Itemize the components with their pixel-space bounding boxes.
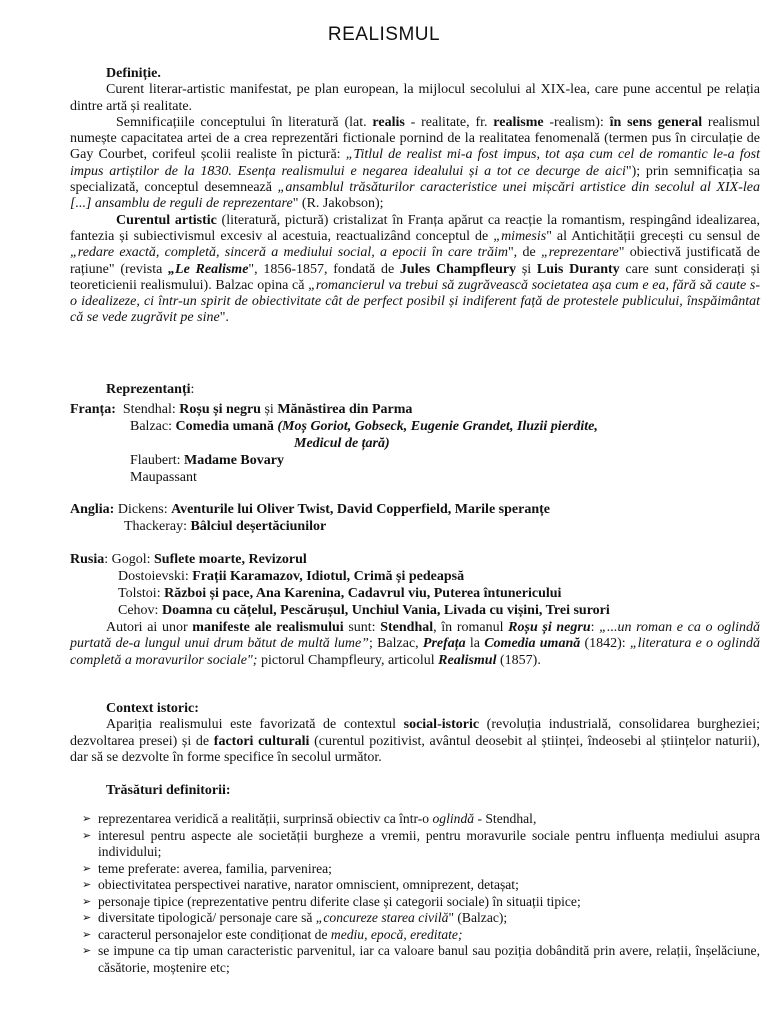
france-balzac-row-cont: Medicul de țară): [294, 436, 390, 451]
england-dickens-row: Anglia: Dickens: Aventurile lui Oliver Twist, David Copperfield, Marile speranțe: [70, 502, 550, 517]
arrow-bullet-icon: ➢: [82, 894, 92, 908]
semantics-paragraph: Semnificațiile conceptului în literatură (lat. realis - realitate, fr. realisme -realism): în sens general realismul numește capacitatea artei de a crea reprezentări fictionale pornind de la realitatea fenomenală (termen pus în circulație de Gay Courbet, corifeul școlii realiste în pictură: „Titlul de realist mi-a fost impus, tot așa cum cel de romantic le-a fost impus artiștilor de la 1830. Esența realismului e negarea idealului și a tot ce decurge de aici"); prin semnificația sa specializată, conceptul desemnează „ansamblul trăsăturilor caracteristice unei mișcări artistice din secolul al XIX-lea [...] ansamblu de reguli de reprezentare" (R. Jakobson);: [70, 114, 761, 212]
historical-context-paragraph: Apariția realismului este favorizată de contextul social-istoric (revoluția industrială, consolidarea burgheziei; dezvoltarea presei) și de factori culturali (curentul pozitivist, avântul deosebit al științei, îndeosebi al științelor naturii), dar să se dezvolte în forme specifice în secolul următor.: [70, 717, 761, 765]
list-item: ➢ diversitate tipologică/ personaje care să „concureze starea civilă" (Balzac);: [82, 910, 508, 926]
page-title: REALISMUL: [327, 24, 441, 45]
russia-tolstoi-row: Tolstoi: Război și pace, Ana Karenina, Cadavrul viu, Puterea întunericului: [118, 586, 562, 601]
russia-dostoievski-row: Dostoievski: Frații Karamazov, Idiotul, Crimă și pedeapsă: [118, 569, 465, 584]
list-item: ➢ se impune ca tip uman caracteristic parvenitul, iar ca valoare banul sau poziția dobândită prin avere, relații, înșelăciune, căsătorie, moștenire etc;: [82, 943, 760, 975]
list-item: ➢ personaje tipice (reprezentative pentru diferite clase și categorii sociale) în situații tipice;: [82, 893, 581, 909]
artistic-current-paragraph: Curentul artistic (literatură, pictură) cristalizat în Franța apărut ca reacție la romantism, respingând idealizarea, fantezia și subiectivismul excesiv al acestuia, reactualizând conceptul de „mimesis" al Antichității grecești cu sensul de „redare exactă, completă, sinceră a mediului social, a epocii în care trăim", de „reprezentare" obiectivă justificată de rațiune" (revista „Le Realisme", 1856-1857, fondată de Jules Champfleury și Luis Duranty care sunt considerați și teoreticienii realismului). Balzac opina că „romancierul va trebui să zugrăvească societatea așa cum e ea, fără să caute s-o idealizeze, ci într-un spirit de obiectivitate cât de perfect posibil și indiferent față de protestele publicului, înspăimântat că se vede zugrăvit pe sine".: [70, 212, 761, 326]
france-flaubert-row: Flaubert: Madame Bovary: [130, 453, 284, 468]
france-maupassant-row: Maupassant: [130, 470, 197, 485]
definition-paragraph: Curent literar-artistic manifestat, pe plan european, la mijlocul secolului al XIX-lea, care pune accentul pe relația dintre artă și realitate.: [70, 82, 760, 114]
england-thackeray-row: Thackeray: Bâlciul deșertăciunilor: [124, 519, 327, 534]
france-stendhal-row: Franța: Stendhal: Roșu și negru și Mănăstirea din Parma: [70, 402, 413, 417]
manifestos-paragraph: Autori ai unor manifeste ale realismului sunt: Stendhal, în romanul Roșu și negru: „...un roman e ca o oglindă purtată de-a lungul unui drum bătut de multă lume”; Balzac, Prefața la Comedia umană (1842): „literatura e o oglindă completă a moravurilor sociale"; pictorul Champfleury, articolul Realismul (1857).: [70, 620, 760, 668]
historical-context-heading: Context istoric:: [106, 701, 199, 716]
features-heading: Trăsături definitorii:: [106, 783, 231, 798]
list-item: ➢ obiectivitatea perspectivei narative, narator omniscient, omniprezent, detașat;: [82, 877, 519, 893]
list-item: ➢ interesul pentru aspecte ale societății burgheze a vremii, pentru moravurile sociale pentru influența mediului asupra individului;: [82, 827, 760, 860]
list-item: ➢ caracterul personajelor este condiționat de mediu, epocă, ereditate;: [82, 926, 463, 942]
features-section: [70, 783, 760, 976]
arrow-bullet-icon: ➢: [82, 812, 92, 826]
definition-section: [70, 66, 760, 327]
russia-gogol-row: Rusia: Gogol: Suflete moarte, Revizorul: [70, 552, 307, 567]
features-list: [70, 811, 760, 976]
france-balzac-row: Balzac: Comedia umană (Moș Goriot, Gobseck, Eugenie Grandet, Iluzii pierdite,: [130, 419, 598, 434]
definition-heading: Definiție.: [106, 66, 161, 81]
arrow-bullet-icon: ➢: [82, 927, 92, 941]
arrow-bullet-icon: ➢: [82, 911, 92, 925]
arrow-bullet-icon: ➢: [82, 878, 92, 892]
arrow-bullet-icon: ➢: [82, 944, 92, 958]
russia-cehov-row: Cehov: Doamna cu cățelul, Pescărușul, Unchiul Vania, Livada cu vișini, Trei surori: [118, 603, 610, 618]
arrow-bullet-icon: ➢: [82, 861, 92, 875]
list-item: ➢ teme preferate: averea, familia, parvenirea;: [82, 860, 332, 876]
representatives-heading: Reprezentanți:: [106, 382, 195, 397]
list-item: ➢ reprezentarea veridică a realității, surprinsă obiectiv ca într-o oglindă - Stendhal,: [82, 811, 537, 827]
historical-context-section: [70, 701, 760, 766]
arrow-bullet-icon: ➢: [82, 828, 92, 842]
